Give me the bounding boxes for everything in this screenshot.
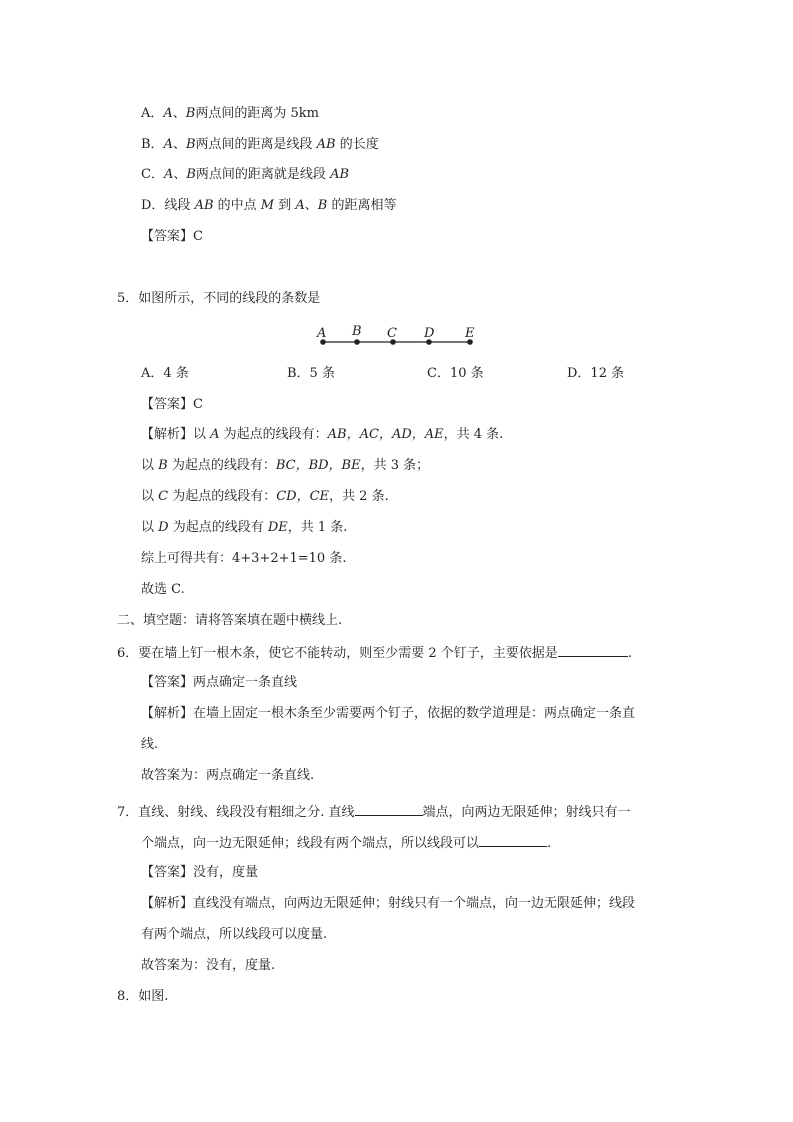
q4-option-d-segment: AB xyxy=(194,198,214,213)
q4-option-a-point-b: B xyxy=(185,106,196,121)
q4-option-d-point-m: M xyxy=(260,198,275,213)
q4-option-c-prefix: C． xyxy=(141,167,164,182)
q5-exp3-point: C xyxy=(158,489,169,504)
q6-explanation-line-2: 线. xyxy=(141,737,159,752)
q4-option-a-prefix: A． xyxy=(141,106,164,121)
q5-exp4-segments: DE xyxy=(267,520,288,535)
q4-option-d-to: 到 xyxy=(274,198,296,213)
q5-exp4-pre: 以 xyxy=(141,520,159,535)
q4-option-a-text: 两点间的距离为 5km xyxy=(195,106,319,121)
q5-figure-label-c: C xyxy=(387,326,397,341)
q7-stem-1a: 7．直线、射线、线段没有粗细之分. 直线 xyxy=(117,805,355,820)
q4-answer: 【答案】C xyxy=(141,229,203,244)
q4-option-d-mid: 的中点 xyxy=(213,198,261,213)
q7-answer: 【答案】没有，度量 xyxy=(141,865,259,880)
q5-exp4-mid: 为起点的线段有 xyxy=(168,520,268,535)
q7-stem-2a: 个端点，向一边无限延伸；线段有两个端点，所以线段可以 xyxy=(141,836,480,851)
q5-exp2-tail: ，共 3 条； xyxy=(360,458,430,473)
q4-option-d-point-a: A xyxy=(295,198,305,213)
q4-option-c-segment: AB xyxy=(330,167,350,182)
q6-explanation-line-3: 故答案为：两点确定一条直线. xyxy=(141,768,315,783)
q5-explanation-line-6: 故选 C. xyxy=(141,582,185,597)
q4-option-d-point-b: B xyxy=(317,198,328,213)
q5-exp1-segments: AB，AC，AD，AE xyxy=(327,427,444,442)
q6-stem-text: 6．要在墙上钉一根木条，使它不能转动，则至少需要 2 个钉子，主要依据是 xyxy=(117,646,558,661)
q5-exp2-point: B xyxy=(158,458,168,473)
q4-option-a xyxy=(141,106,319,122)
q5-figure-dot-b xyxy=(354,339,360,345)
q5-exp3-segments: CD，CE xyxy=(276,489,330,504)
q4-option-d-prefix: D．线段 xyxy=(141,198,195,213)
q4-option-b-point-a: A xyxy=(163,137,173,152)
q5-explanation-line-1 xyxy=(141,427,503,443)
q7-explanation-line-2: 有两个端点，所以线段可以度量. xyxy=(141,927,328,942)
q5-exp4-point: D xyxy=(158,520,169,535)
q5-explanation-line-5: 综上可得共有：4+3+2+1=10 条. xyxy=(141,551,347,566)
q4-option-b-segment: AB xyxy=(316,137,336,152)
q5-exp1-mid: 为起点的线段有： xyxy=(219,427,328,442)
q5-exp1-point: A xyxy=(210,427,220,442)
q5-explanation-line-3 xyxy=(141,489,389,505)
q5-option-a: A．4 条 xyxy=(141,366,189,381)
q5-exp2-mid: 为起点的线段有： xyxy=(167,458,276,473)
q5-explanation-line-2 xyxy=(141,458,429,474)
q4-option-a-point-a: A xyxy=(163,106,173,121)
q4-option-b-sep: 、 xyxy=(172,137,186,152)
q6-stem xyxy=(117,644,632,662)
q4-option-b-prefix: B． xyxy=(141,137,164,152)
q6-stem-end: . xyxy=(627,646,632,661)
q5-exp2-segments: BC，BD，BE xyxy=(275,458,361,473)
q6-answer: 【答案】两点确定一条直线 xyxy=(141,675,298,690)
q8-stem: 8．如图. xyxy=(117,989,169,1004)
q5-option-b: B．5 条 xyxy=(287,366,335,381)
q4-option-c xyxy=(141,167,349,183)
q5-exp3-tail: ，共 2 条. xyxy=(329,489,389,504)
q7-explanation-line-3: 故答案为：没有，度量. xyxy=(141,958,276,973)
q5-exp1-tail: ，共 4 条. xyxy=(443,427,504,442)
section-2-heading: 二、填空题：请将答案填在题中横线上. xyxy=(117,613,343,628)
q5-option-d: D．12 条 xyxy=(567,366,625,381)
q4-option-b-point-b: B xyxy=(185,137,196,152)
q7-answer-blank-1[interactable] xyxy=(355,803,423,816)
q4-option-d-tail: 的距离相等 xyxy=(327,198,397,213)
q5-figure-label-a: A xyxy=(317,326,327,341)
q5-figure-label-e: E xyxy=(465,326,475,341)
q7-answer-blank-2[interactable] xyxy=(479,834,547,847)
q7-stem-2b: . xyxy=(547,836,552,851)
q4-option-c-point-b: B xyxy=(186,167,196,182)
q4-option-c-point-a: A xyxy=(163,167,174,182)
q6-explanation-line-1: 【解析】在墙上固定一根木条至少需要两个钉子，依据的数学道理是：两点确定一条直 xyxy=(141,706,636,721)
q7-stem-1b: 端点，向两边无限延伸；射线只有一 xyxy=(422,805,631,820)
q4-option-b-tail: 的长度 xyxy=(335,137,379,152)
q5-option-c: C．10 条 xyxy=(427,366,484,381)
q5-answer: 【答案】C xyxy=(141,397,203,412)
q5-figure-label-d: D xyxy=(424,326,435,341)
q4-option-d xyxy=(141,198,396,214)
q6-answer-blank[interactable] xyxy=(558,644,628,657)
q5-exp1-pre: 【解析】以 xyxy=(141,427,211,442)
q7-explanation-line-1: 【解析】直线没有端点，向两边无限延伸；射线只有一个端点，向一边无限延伸；线段 xyxy=(141,896,636,911)
q7-stem-line-2 xyxy=(141,834,551,852)
q4-option-c-sep: 、 xyxy=(173,167,187,182)
q4-option-c-text: 两点间的距离就是线段 xyxy=(195,167,331,182)
q5-explanation-line-4 xyxy=(141,520,347,536)
q5-stem: 5．如图所示，不同的线段的条数是 xyxy=(117,291,321,306)
q5-exp4-tail: ，共 1 条. xyxy=(287,520,348,535)
q4-option-b-text: 两点间的距离是线段 xyxy=(195,137,317,152)
q5-figure-label-b: B xyxy=(352,324,362,339)
q4-option-b xyxy=(141,137,379,153)
q4-option-d-sep: 、 xyxy=(304,198,318,213)
q4-option-a-sep: 、 xyxy=(172,106,186,121)
q5-figure xyxy=(0,322,793,352)
q7-stem-line-1 xyxy=(117,803,631,821)
q5-exp2-pre: 以 xyxy=(141,458,159,473)
q5-exp3-mid: 为起点的线段有： xyxy=(168,489,277,504)
q5-exp3-pre: 以 xyxy=(141,489,159,504)
